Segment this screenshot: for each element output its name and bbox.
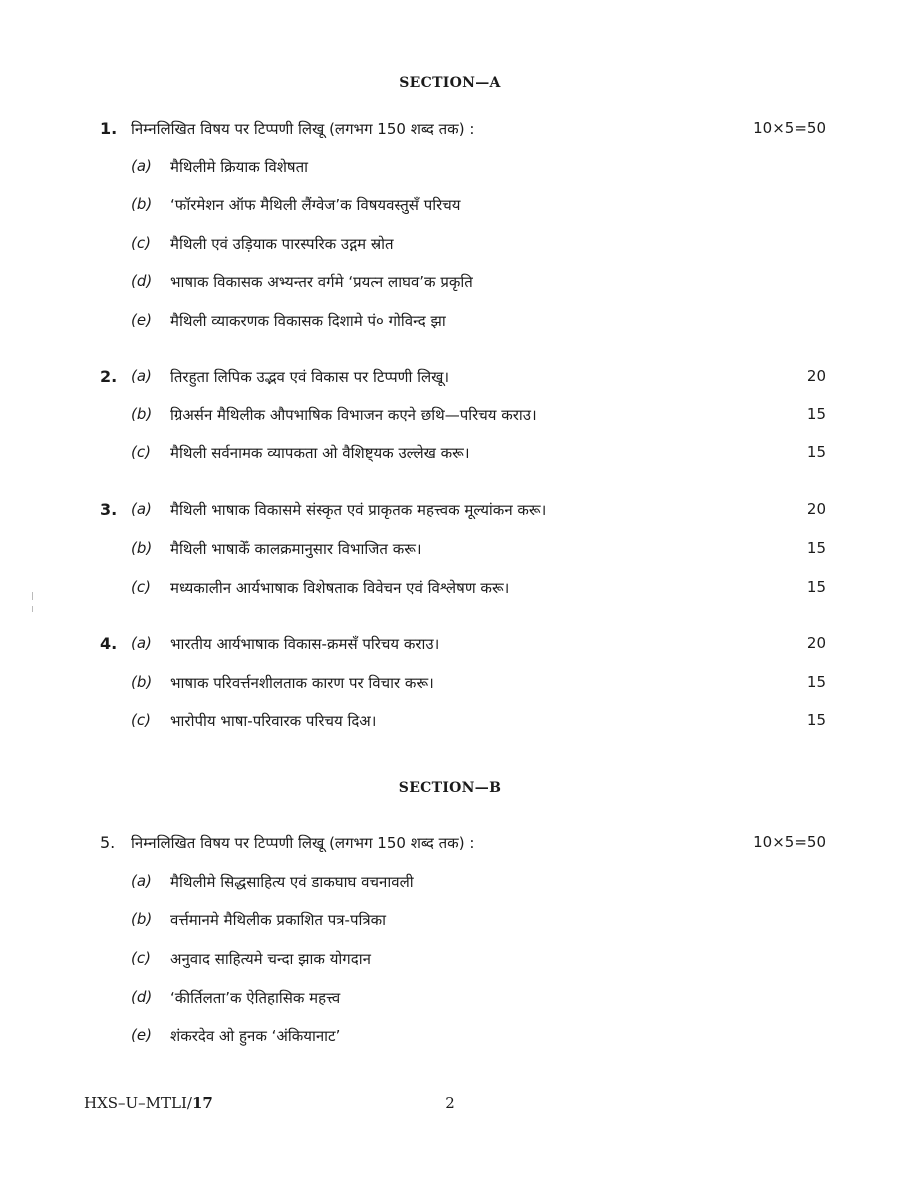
scan-margin-mark (32, 592, 33, 600)
part-text: भाषाक परिवर्त्तनशीलताक कारण पर विचार करू। (170, 674, 434, 692)
part-label: (d) (131, 272, 153, 290)
part-text: मैथिली एवं उड़ियाक पारस्परिक उद्गम स्रोत (170, 235, 394, 253)
part-text: मध्यकालीन आर्यभाषाक विशेषताक विवेचन एवं विश्लेषण करू। (170, 579, 510, 597)
q5-part-d (0, 988, 900, 1012)
question-number: 2. (100, 367, 118, 386)
part-label: (c) (131, 443, 151, 461)
part-label: (b) (131, 195, 153, 213)
q1-part-d (0, 272, 900, 296)
question-number: 3. (100, 500, 118, 519)
paper-code-prefix: HXS–U–MTLI/ (84, 1094, 192, 1112)
part-marks: 15 (806, 673, 826, 691)
part-label: (d) (131, 988, 153, 1006)
part-label: (a) (131, 872, 152, 890)
part-text: वर्त्तमानमे मैथिलीक प्रकाशित पत्र-पत्रिका (170, 911, 387, 929)
part-text: ‘फॉरमेशन ऑफ मैथिली लैंग्वेज’क विषयवस्तुसँ परिचय (170, 196, 461, 214)
q3-part-b (0, 539, 900, 563)
q5-part-e (0, 1026, 900, 1050)
q1-part-a (0, 157, 900, 181)
part-label: (c) (131, 234, 151, 252)
part-text: ‘कीर्तिलता’क ऐतिहासिक महत्त्व (170, 989, 341, 1007)
part-marks: 15 (806, 711, 826, 729)
q1-part-c (0, 234, 900, 258)
part-text: तिरहुता लिपिक उद्भव एवं विकास पर टिप्पणी लिखू। (170, 368, 450, 386)
part-text: मैथिली सर्वनामक व्यापकता ओ वैशिष्ट्यक उल्लेख करू। (170, 444, 470, 462)
part-label: (b) (131, 405, 153, 423)
part-marks: 15 (806, 443, 826, 461)
part-text: मैथिली भाषाक विकासमे संस्कृत एवं प्राकृतक महत्त्वक मूल्यांकन करू। (170, 501, 547, 519)
page-number: 2 (445, 1094, 455, 1112)
section-a-heading: SECTION—A (399, 75, 501, 91)
q4-part-c (0, 711, 900, 735)
q1-part-e (0, 311, 900, 335)
part-text: अनुवाद साहित्यमे चन्दा झाक योगदान (170, 950, 371, 968)
part-label: (c) (131, 711, 151, 729)
part-text: मैथिलीमे सिद्धसाहित्य एवं डाकघाघ वचनावली (170, 873, 414, 891)
part-text: शंकरदेव ओ हुनक ‘अंकियानाट’ (170, 1027, 341, 1045)
part-text: भाषाक विकासक अभ्यन्तर वर्गमे ‘प्रयत्न लाघव’क प्रकृति (170, 273, 473, 291)
paper-code-year: 17 (191, 1094, 213, 1112)
part-marks: 15 (806, 578, 826, 596)
q5-part-b (0, 910, 900, 934)
section-b-heading: SECTION—B (398, 780, 502, 796)
part-marks: 20 (806, 634, 826, 652)
part-text: भारतीय आर्यभाषाक विकास-क्रमसँ परिचय कराउ। (170, 635, 440, 653)
q2-part-a (0, 367, 900, 391)
q3-part-a (0, 500, 900, 524)
part-label: (b) (131, 539, 153, 557)
part-label: (b) (131, 673, 153, 691)
q5-part-c (0, 949, 900, 973)
part-text: मैथिली व्याकरणक विकासक दिशामे पं० गोविन्द झा (170, 312, 446, 330)
q1-part-b (0, 195, 900, 219)
scan-margin-mark (32, 606, 33, 612)
q4-part-a (0, 634, 900, 658)
part-label: (b) (131, 910, 153, 928)
q2-part-c (0, 443, 900, 467)
part-text: मैथिली भाषाकेँ कालक्रमानुसार विभाजित करू। (170, 540, 422, 558)
part-text: भारोपीय भाषा-परिवारक परिचय दिअ। (170, 712, 377, 730)
q2-part-b (0, 405, 900, 429)
part-label: (c) (131, 949, 151, 967)
question-1-stem-row (0, 119, 900, 143)
question-5-stem-row (0, 833, 900, 857)
question-marks: 10×5=50 (753, 119, 826, 137)
question-stem: निम्नलिखित विषय पर टिप्पणी लिखू (लगभग 150 शब्द तक) : (131, 834, 475, 852)
part-label: (e) (131, 1026, 152, 1044)
part-label: (a) (131, 500, 152, 518)
part-label: (a) (131, 634, 152, 652)
question-number: 1. (100, 119, 118, 138)
part-text: मैथिलीमे क्रियाक विशेषता (170, 158, 309, 176)
part-marks: 20 (806, 500, 826, 518)
part-marks: 20 (806, 367, 826, 385)
part-label: (a) (131, 367, 152, 385)
question-stem: निम्नलिखित विषय पर टिप्पणी लिखू (लगभग 150 शब्द तक) : (131, 120, 475, 138)
part-marks: 15 (806, 405, 826, 423)
part-label: (c) (131, 578, 151, 596)
q5-part-a (0, 872, 900, 896)
question-marks: 10×5=50 (753, 833, 826, 851)
question-number: 4. (100, 634, 118, 653)
q4-part-b (0, 673, 900, 697)
part-text: ग्रिअर्सन मैथिलीक औपभाषिक विभाजन कएने छथि—परिचय कराउ। (170, 406, 537, 424)
part-label: (a) (131, 157, 152, 175)
part-label: (e) (131, 311, 152, 329)
part-marks: 15 (806, 539, 826, 557)
question-number: 5. (100, 833, 116, 852)
q3-part-c (0, 578, 900, 602)
